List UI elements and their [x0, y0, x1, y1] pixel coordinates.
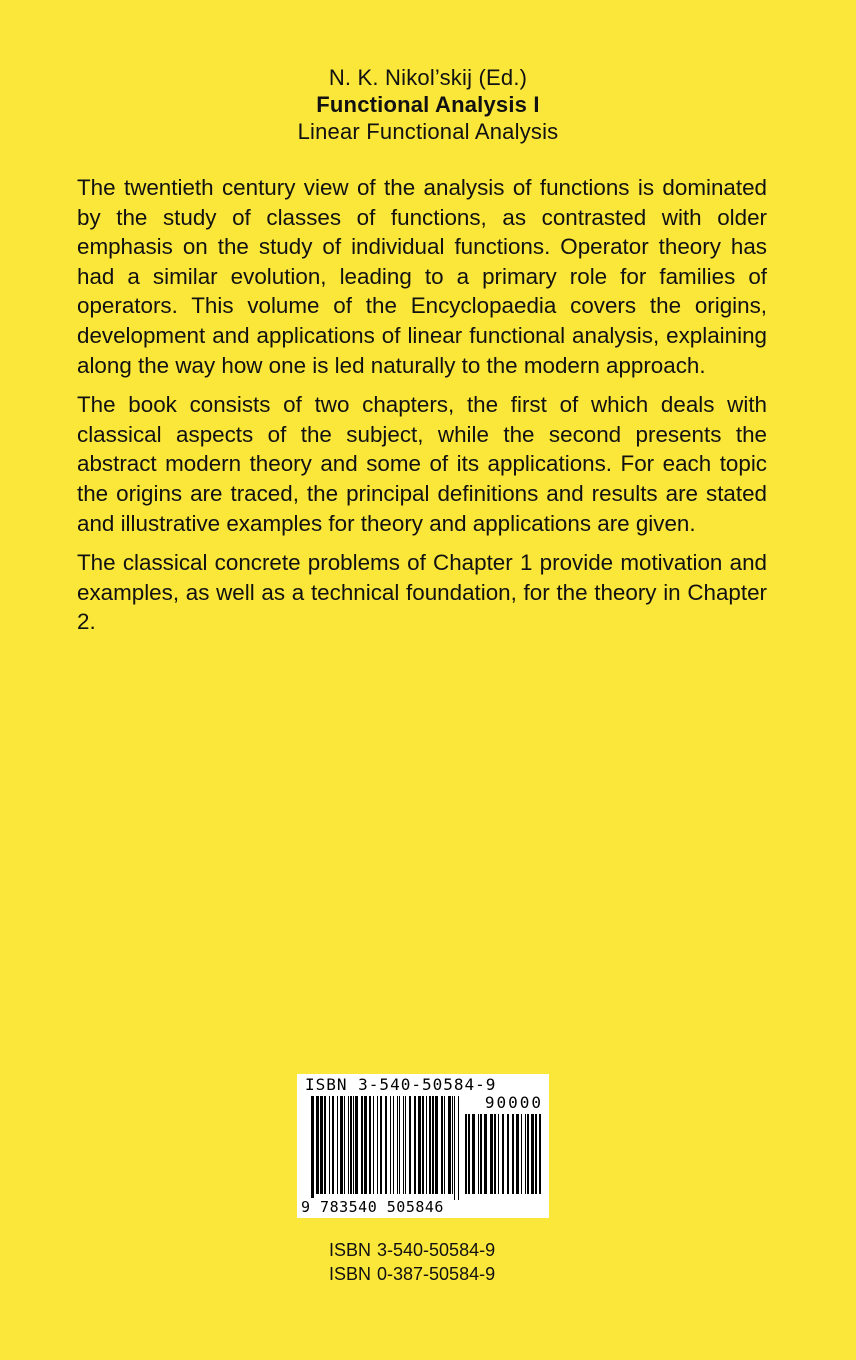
barcode-bar: [377, 1096, 378, 1194]
barcode-bar: [502, 1114, 504, 1194]
barcode-bar: [531, 1114, 534, 1194]
barcode-bar: [340, 1096, 343, 1194]
barcode-bar: [452, 1096, 453, 1194]
barcode-bar: [311, 1096, 314, 1200]
barcode-bar: [361, 1096, 363, 1194]
blurb-paragraph-3: The classical concrete problems of Chapter 1 provide motivation and examples, as well as a technical foundation, for the theory in Chapter 2.: [77, 550, 767, 635]
blurb: [77, 173, 767, 647]
barcode-bar: [480, 1114, 482, 1194]
barcode-bar: [435, 1096, 438, 1194]
barcode-bar: [397, 1096, 398, 1194]
barcode-bar: [535, 1114, 537, 1194]
isbn-value: 3-540-50584-9: [377, 1240, 496, 1260]
isbn-line-2: [329, 1262, 495, 1286]
isbn-line-1: [329, 1238, 495, 1262]
barcode-bar: [380, 1096, 382, 1194]
barcode-bar: [478, 1114, 479, 1194]
barcode-bar: [332, 1096, 334, 1194]
isbn-label: ISBN: [329, 1240, 372, 1260]
barcode-bar: [409, 1096, 411, 1194]
barcode-bar: [405, 1096, 406, 1194]
isbn-list: [329, 1238, 495, 1286]
barcode-bar: [472, 1114, 475, 1194]
barcode-bar: [385, 1096, 387, 1194]
barcode-bar: [539, 1114, 541, 1194]
barcode-bar: [521, 1114, 522, 1194]
barcode-bar: [329, 1096, 330, 1194]
barcode-bar: [454, 1096, 455, 1200]
barcode-bar: [348, 1096, 349, 1194]
barcode-price-code: 90000: [484, 1093, 543, 1112]
barcode-bar: [512, 1114, 514, 1194]
barcode-bar: [390, 1096, 391, 1194]
barcode-bar: [525, 1114, 526, 1194]
barcode-bar: [458, 1096, 459, 1200]
barcode-bar: [498, 1114, 499, 1194]
barcode-bar: [344, 1096, 345, 1194]
barcode-bar: [320, 1096, 323, 1194]
isbn-label: ISBN: [329, 1264, 372, 1284]
barcode-bar: [465, 1114, 467, 1194]
barcode-bar: [316, 1096, 319, 1194]
barcode-bar: [494, 1114, 496, 1194]
barcode-bar: [441, 1096, 443, 1194]
barcode-bar: [337, 1096, 338, 1194]
barcode-bar: [393, 1096, 394, 1194]
book-subtitle: Linear Functional Analysis: [297, 119, 559, 144]
barcode-isbn-text: ISBN 3-540-50584-9: [305, 1075, 497, 1094]
barcode-bar: [422, 1096, 424, 1194]
barcode-bar: [516, 1114, 519, 1194]
barcode-bar: [484, 1114, 487, 1194]
editor-line: N. K. Nikol’skij (Ed.): [328, 65, 528, 90]
barcode-bar: [448, 1096, 451, 1194]
barcode-bar: [369, 1096, 371, 1194]
book-title: Functional Analysis I: [316, 92, 540, 117]
blurb-paragraph-1: The twentieth century view of the analysis of functions is dominated by the study of classes of functions, as contrasted with older emphasis on the study of individual functions. Operator theory has had a similar evolution, leading to a primary role for families of operators. This volume of the Encyclopaedia covers the origins, development and applications of linear functional analysis, explaining along the way how one is led naturally to the modern approach.: [77, 175, 767, 378]
barcode-bar: [468, 1114, 470, 1194]
barcode-bar: [364, 1096, 367, 1194]
barcode-bar: [350, 1096, 352, 1194]
barcode-bar: [355, 1096, 358, 1194]
barcode-label: [297, 1074, 549, 1218]
cover-header: [0, 64, 856, 145]
barcode-bar: [490, 1114, 493, 1194]
isbn-value: 0-387-50584-9: [377, 1264, 496, 1284]
barcode-bar: [399, 1096, 400, 1194]
barcode-bar: [403, 1096, 404, 1194]
barcode-ean-digits: 9 783540 505846: [301, 1198, 444, 1216]
barcode-bar: [432, 1096, 434, 1194]
barcode-bar: [324, 1096, 326, 1194]
barcode-bar: [426, 1096, 427, 1194]
barcode-bar: [507, 1114, 509, 1194]
barcode-bar: [414, 1096, 416, 1194]
barcode-bar: [444, 1096, 445, 1194]
barcode-bar: [373, 1096, 374, 1194]
blurb-paragraph-2: The book consists of two chapters, the first of which deals with classical aspects of the subject, while the second presents the abstract modern theory and some of its applications. For each topic the origins are traced, the principal definitions and results are stated and illustrative examples for theory and applications are given.: [77, 392, 767, 536]
barcode-bar: [418, 1096, 421, 1194]
barcode-bar: [527, 1114, 529, 1194]
barcode-bar: [353, 1096, 354, 1194]
barcode-bar: [429, 1096, 431, 1194]
